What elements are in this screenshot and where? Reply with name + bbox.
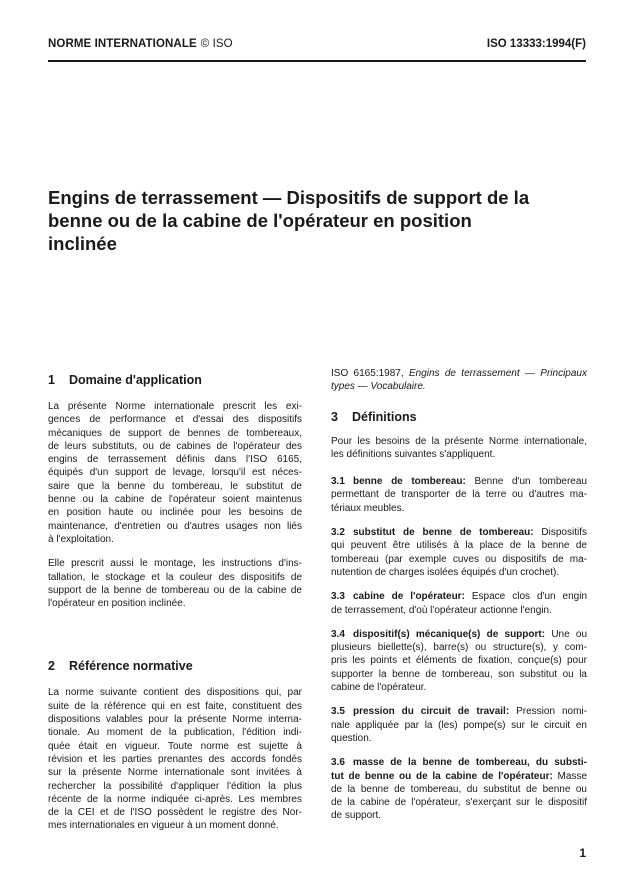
text-line: supporter la benne de tombereau, son substitut ou la — [331, 668, 587, 680]
section-1-paragraph-2 — [48, 557, 302, 610]
reference-code: ISO 6165:1987, — [331, 368, 404, 379]
definition-3-5 — [331, 705, 587, 745]
text-line: maintenance, d'entretien ou d'autres usages non liés — [48, 520, 302, 532]
text-line: nutention de charges isolées équipés d'un crochet). — [331, 566, 560, 578]
text-line: engins de terrassement définis dans l'ISO 6165, — [48, 454, 302, 466]
right-column — [331, 367, 587, 823]
definitions-list — [331, 461, 587, 823]
text-line: quée était en vigueur. Toute norme est sujette à — [48, 740, 302, 752]
definition-text: Espace clos d'un engin — [471, 591, 588, 603]
text-line: plusieurs biellette(s), barre(s) ou structure(s), y com- — [331, 642, 587, 654]
definition-first-line — [331, 756, 587, 769]
text-line: l'opérateur en position inclinée. — [48, 598, 186, 610]
text-line: mécaniques de support de bennes de tombereaux, — [48, 427, 302, 439]
text-line: tombereau (par exemple cuves ou dispositifs de ma- — [331, 553, 587, 565]
normative-reference — [331, 367, 587, 394]
text-line: dispositions valables pour la présente Norme interna- — [48, 714, 302, 726]
text-line: permettant de transporter de la terre ou d'autres ma- — [331, 489, 587, 501]
definition-3-6 — [331, 756, 587, 822]
definition-number: 3.2 — [331, 527, 345, 539]
section-2-heading — [48, 658, 302, 674]
definition-text: Une ou — [551, 628, 588, 640]
text-line: cabine de l'opérateur. — [331, 682, 427, 694]
definition-term: substitut de benne de tombereau: — [353, 527, 534, 539]
definition-number: 3.3 — [331, 591, 345, 603]
definition-number: 3.4 — [331, 628, 345, 640]
title-line: inclinée — [48, 233, 117, 254]
text-line: La norme suivante contient des dispositions qui, par — [48, 687, 302, 699]
text-line: rechercher la possibilité d'appliquer l'édition la plus — [48, 780, 302, 792]
definition-term: dispositif(s) mécanique(s) de support: — [353, 628, 546, 640]
copyright-notice: © ISO — [200, 38, 233, 50]
reference-title: Engins de terrassement — Principaux — [408, 368, 587, 379]
title-line: Engins de terrassement — Dispositifs de support de la — [48, 187, 530, 208]
definition-term: masse de la benne de tombereau, du substi- — [353, 757, 587, 769]
section-number: 2 — [48, 659, 55, 674]
definition-first-line — [331, 526, 587, 539]
definition-term: benne de tombereau: — [353, 476, 466, 488]
text-line: de terrassement, d'où l'opérateur actionne l'engin. — [331, 604, 552, 616]
definition-term: pression du circuit de travail: — [353, 706, 510, 718]
text-line: question. — [331, 732, 372, 744]
definition-3-3 — [331, 590, 587, 617]
left-column — [48, 372, 302, 833]
header-rule — [48, 60, 586, 62]
definition-term-cont: tut de benne ou de la cabine de l'opérateur: — [331, 770, 553, 782]
text-line: benne ou la cabine de l'opérateur soient maintenus — [48, 494, 302, 506]
definition-first-line — [331, 628, 587, 641]
section-number: 1 — [48, 373, 55, 387]
text-line: sur la présente Norme internationale sont invitées à — [48, 767, 302, 779]
running-header — [48, 38, 586, 60]
section-3-intro — [331, 435, 587, 462]
text-line: en position haute ou inclinée pour les besoins de — [48, 507, 302, 519]
text-line: mes internationales en vigueur à un moment donné. — [48, 820, 279, 832]
section-1-heading — [48, 372, 302, 388]
header-doc-type — [48, 38, 233, 50]
text-line: de support. — [331, 810, 382, 822]
definition-first-line — [331, 590, 587, 603]
text-line: récente de la norme indiquée ci-après. Les membres — [48, 793, 302, 805]
reference-line — [331, 367, 587, 380]
text-line: équipés d'un support de levage, lorsqu'il est néces- — [48, 467, 302, 479]
text-line: tériaux meubles. — [331, 502, 405, 514]
text-line: gences de performance et d'essai des dispositifs — [48, 414, 302, 426]
section-title: Définitions — [352, 409, 417, 424]
document-title — [48, 186, 588, 255]
definition-3-1 — [331, 475, 587, 515]
section-title: Référence normative — [69, 659, 193, 674]
text-line: suite de la référence qui en est faite, constituent des — [48, 700, 302, 712]
text-line: Pour les besoins de la présente Norme internationale, — [331, 435, 587, 447]
text-line: Elle prescrit aussi le montage, les instructions d'ins- — [48, 558, 302, 570]
definition-3-4 — [331, 628, 587, 694]
text-line: de la benne de tombereau, du substitut de benne ou — [331, 783, 587, 795]
section-number: 3 — [331, 409, 338, 424]
text-line: tallation, le stockage et la couleur des dispositifs de — [48, 571, 302, 583]
definition-text: Benne d'un tombereau — [474, 476, 587, 488]
title-line: benne ou de la cabine de l'opérateur en position — [48, 210, 472, 231]
text-line: révision et les parties prenantes des accords fondés — [48, 753, 302, 765]
header-reference: ISO 13333:1994(F) — [486, 38, 586, 50]
definition-text: Pression nomi- — [516, 706, 587, 718]
header-doc-type-label: NORME INTERNATIONALE — [48, 38, 197, 50]
definition-number: 3.1 — [331, 476, 345, 488]
reference-title-cont: types — Vocabulaire. — [331, 381, 426, 393]
text-line: de la cabine de l'opérateur, s'exerçant sur le dispositif — [331, 797, 587, 809]
text-line: de la CEI et de l'ISO possèdent le registre des Nor- — [48, 807, 302, 819]
definition-3-2 — [331, 526, 587, 579]
text-line: qui peuvent être utilisés à la place de la benne de — [331, 540, 587, 552]
section-1-paragraph-1 — [48, 400, 302, 546]
section-2-paragraph-1 — [48, 686, 302, 832]
text-line: à l'exploitation. — [48, 533, 114, 545]
definition-text: Dispositifs — [541, 527, 587, 539]
section-title: Domaine d'application — [69, 373, 202, 387]
definition-first-line — [331, 475, 587, 488]
text-line: La présente Norme internationale prescrit les exi- — [48, 401, 302, 412]
definition-first-line — [331, 705, 587, 718]
text-line: support de la benne de tombereau ou de la cabine de — [48, 584, 302, 596]
definition-text: Masse — [557, 770, 587, 782]
text-line: tionale. Au moment de la publication, l'édition indi- — [48, 727, 302, 739]
definition-number: 3.5 — [331, 706, 345, 718]
text-line: les définitions suivantes s'appliquent. — [331, 448, 496, 460]
page-number: 1 — [579, 846, 586, 860]
definition-number: 3.6 — [331, 757, 345, 769]
section-3-heading — [331, 409, 587, 425]
definition-second-line — [331, 770, 587, 783]
text-line: pris les points et éléments de fixation, conçue(s) pour — [331, 655, 587, 667]
text-line: de leurs substituts, ou de cabines de l'opérateur des — [48, 440, 302, 452]
text-line: saire que la benne du tombereau, le substitut de — [48, 480, 302, 492]
definition-term: cabine de l'opérateur: — [353, 591, 465, 603]
text-line: nale appliquée par la (les) pompe(s) sur le circuit en — [331, 719, 587, 731]
